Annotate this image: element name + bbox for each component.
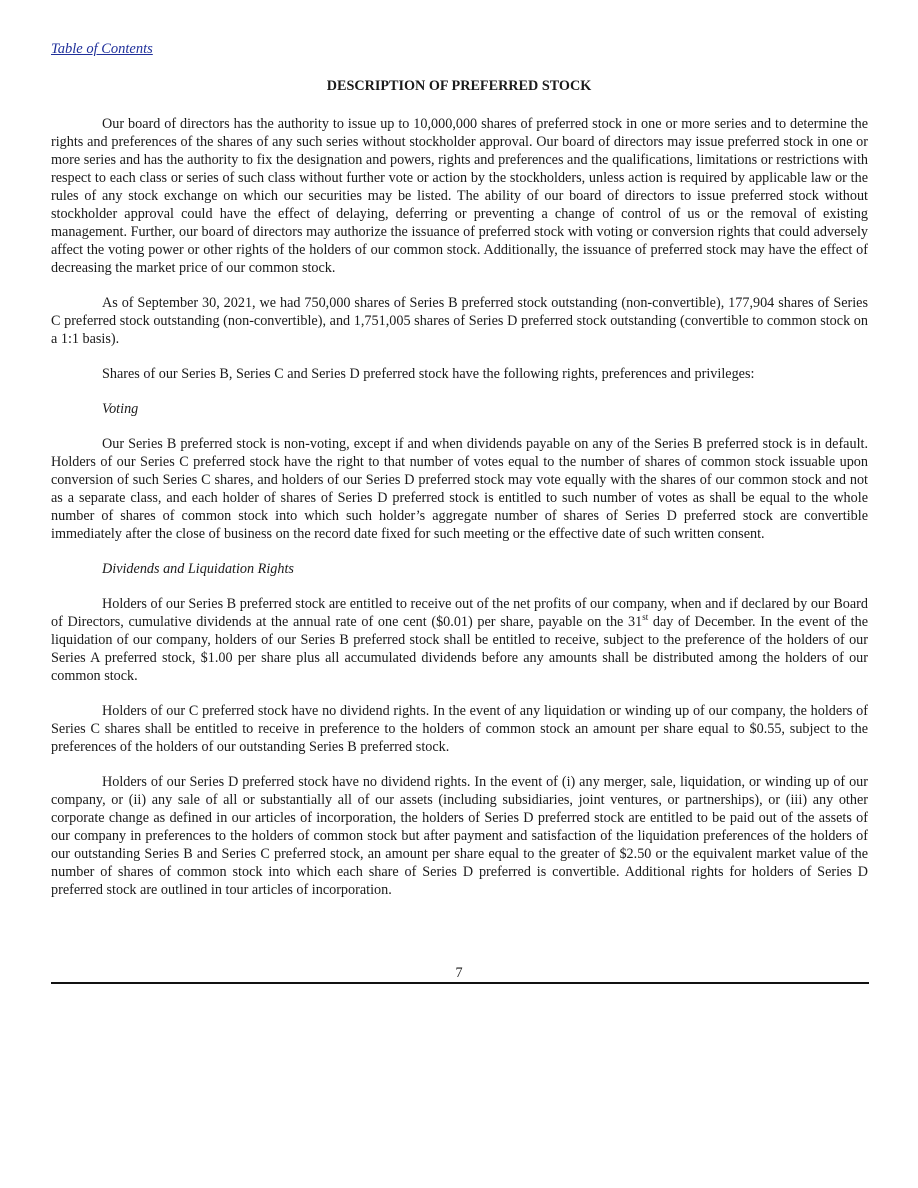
paragraph-outstanding-shares: As of September 30, 2021, we had 750,000 shares of Series B preferred stock outstanding (non-convertible), 177,904 shares of Series C preferred stock outstanding (non-convertible), and 1,751,005 shares of Series D preferred stock outstanding (convertible to common stock on a 1:1 basis). [51,295,868,347]
paragraph-series-d-rights: Holders of our Series D preferred stock have no dividend rights. In the event of (i) any merger, sale, liquidation, or winding up of our company, or (ii) any sale of all or substantially all of our assets (including subsidiaries, joint ventures, or partnerships), or (iii) any other corporate change as defined in our articles of incorporation, the holders of Series D preferred stock are entitled to be paid out of the assets of our company in preferences to the holders of common stock but after payment and satisfaction of the liquidation preferences of the holders of our outstanding Series B and Series C preferred stock, an amount per share equal to the greater of $2.50 or the equivalent market value of the number of shares of common stock into which each share of Series D preferred is convertible. Additional rights for holders of Series D preferred stock are outlined in tour articles of incorporation. [51,774,868,898]
paragraph-rights-intro: Shares of our Series B, Series C and Series D preferred stock have the following rights, preferences and privileges: [102,366,755,382]
section-title: DESCRIPTION OF PREFERRED STOCK [326,78,592,94]
paragraph-voting: Our Series B preferred stock is non-voting, except if and when dividends payable on any of the Series B preferred stock is in default. Holders of our Series C preferred stock have the right to that number of votes equal to the number of shares of common stock issuable upon conversion of such Series C shares, and holders of our Series D preferred stock may vote equally with the shares of our common stock and not as a separate class, and each holder of shares of Series D preferred stock is entitled to such number of votes as shall be equal to the whole number of shares of common stock into which such holder’s aggregate number of shares of Series D preferred stock are convertible immediately after the close of business on the record date fixed for such meeting or the effective date of such written consent. [51,436,868,542]
subheading-voting: Voting [102,401,139,417]
page-number: 7 [455,965,463,981]
table-of-contents-link[interactable]: Table of Contents [51,41,153,57]
paragraph-series-b-dividends [51,595,868,685]
series-b-text-start: Holders of our Series B preferred stock are entitled to receive out of the net profits of our company, when and if declared by our Board of Directors, cumulative dividends at the annual rate of one cent ($0.01) per share, payable on the 31 [51,596,868,630]
series-b-text-end: day of December. In the event of the liquidation of our company, holders of our Series B preferred stock shall be entitled to receive, subject to the preference of the holders of our Series A preferred stock, $1.00 per share plus all accumulated dividends before any amounts shall be distributed among the holders of our common stock. [51,614,868,684]
paragraph-series-c-rights: Holders of our C preferred stock have no dividend rights. In the event of any liquidation or winding up of our company, the holders of Series C shares shall be entitled to receive in preference to the holders of common stock an amount per share equal to $0.55, subject to the preferences of the holders of our outstanding Series B preferred stock. [51,703,868,755]
ordinal-suffix: st [642,612,649,622]
body-text [51,115,868,916]
footer-divider [51,982,869,984]
subheading-dividends-liquidation: Dividends and Liquidation Rights [102,561,294,577]
paragraph-authority: Our board of directors has the authority to issue up to 10,000,000 shares of preferred stock in one or more series and to determine the rights and preferences of the shares of any such series without stockholder approval. Our board of directors may issue preferred stock in one or more series and has the authority to fix the designation and powers, rights and preferences and the qualifications, limitations or restrictions with respect to each class or series of such class without further vote or action by the stockholders, unless action is required by applicable law or the rules of any stock exchange on which our securities may be listed. The ability of our board of directors to issue preferred stock without stockholder approval could have the effect of delaying, deferring or preventing a change of control of us or the removal of existing management. Further, our board of directors may authorize the issuance of preferred stock with voting or conversion rights that could adversely affect the voting power or other rights of the holders of our common stock. Additionally, the issuance of preferred stock may have the effect of decreasing the market price of our common stock. [51,116,868,276]
